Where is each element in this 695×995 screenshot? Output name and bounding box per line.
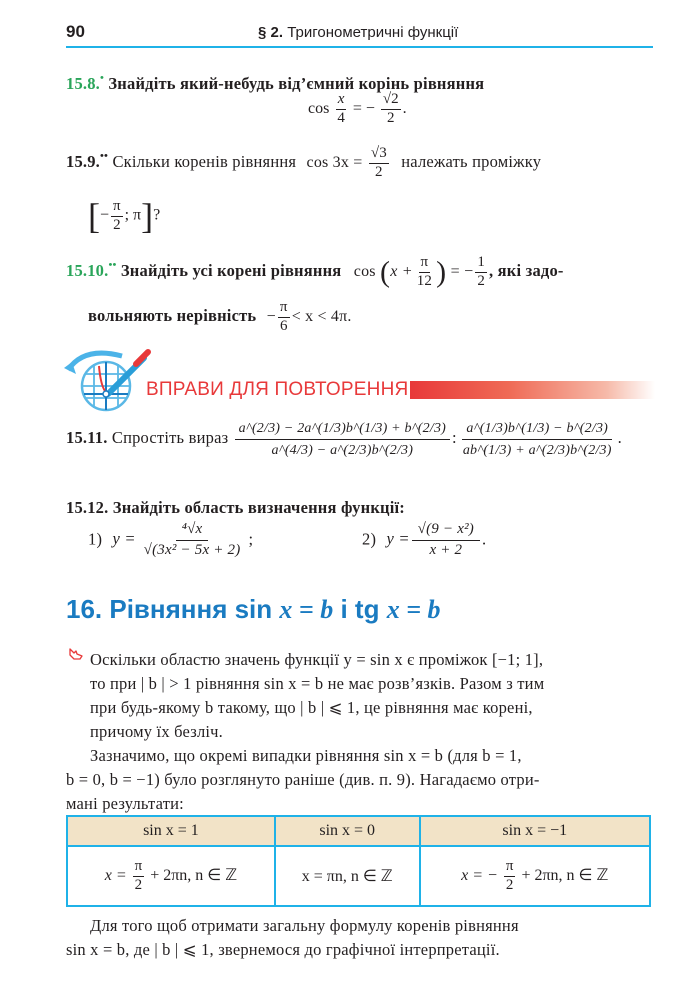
exercise-15-12-item-2 bbox=[362, 520, 486, 559]
denominator: 2 bbox=[477, 272, 486, 289]
paragraph-line: Оскільки областю значень функції y = sin x є проміжок [−1; 1], bbox=[90, 650, 544, 669]
denominator: 2 bbox=[375, 163, 383, 180]
item-label: 2) bbox=[362, 529, 377, 549]
formula-part: ; bbox=[248, 529, 254, 549]
fraction bbox=[278, 300, 290, 335]
numerator: π bbox=[111, 199, 123, 217]
formula-part: < x < 4π. bbox=[291, 308, 352, 326]
section-title-text: 16. Рівняння sin bbox=[66, 594, 273, 624]
formula-part: y = bbox=[112, 529, 136, 549]
table-header-row bbox=[67, 816, 650, 846]
table-header-cell: sin x = 0 bbox=[275, 816, 420, 846]
paragraph-3 bbox=[66, 914, 652, 962]
exercise-number: 15.11. bbox=[66, 428, 108, 448]
paren-left: ( bbox=[380, 255, 391, 289]
exercise-text: Знайдіть який-небудь від’ємний корінь рівняння bbox=[108, 74, 485, 93]
formula-part: cos 3x = bbox=[306, 154, 363, 172]
paragraph-line: Зазначимо, що окремі випадки рівняння sin x = b (для b = 1, bbox=[90, 746, 522, 765]
fraction bbox=[335, 92, 347, 127]
numerator: x bbox=[336, 92, 347, 110]
table-cell bbox=[67, 846, 275, 906]
denominator: 2 bbox=[386, 109, 395, 126]
section-title-math: x = b bbox=[279, 595, 334, 624]
formula-part: x + bbox=[390, 263, 413, 281]
numerator: π bbox=[278, 300, 290, 318]
formula-part: + 2πn, n ∈ ℤ bbox=[150, 866, 238, 884]
section-title bbox=[66, 594, 441, 625]
exercise-15-8 bbox=[66, 68, 484, 94]
exercise-number: 15.12. bbox=[66, 498, 109, 517]
exercise-text: Спростіть вираз bbox=[111, 428, 229, 448]
exercise-15-10-line2 bbox=[88, 300, 352, 335]
exercise-text: вольняють нерівність bbox=[88, 306, 257, 326]
paragraph-1 bbox=[90, 648, 650, 744]
table-header-cell: sin x = 1 bbox=[67, 816, 275, 846]
difficulty-marker: • bbox=[100, 72, 105, 84]
formula-part: x = πn, n ∈ ℤ bbox=[301, 868, 393, 885]
formula-part: x = − bbox=[461, 866, 498, 884]
paragraph-line: Для того щоб отримати загальну формулу коренів рівняння bbox=[90, 916, 519, 935]
review-section-title: ВПРАВИ ДЛЯ ПОВТОРЕННЯ bbox=[146, 379, 409, 400]
denominator: ab^(1/3) + a^(2/3)b^(2/3) bbox=[462, 442, 612, 458]
page-number: 90 bbox=[66, 22, 85, 41]
paragraph-line: sin x = b, де | b | ⩽ 1, звернемося до графічної інтерпретації. bbox=[66, 940, 500, 959]
fraction bbox=[369, 146, 389, 181]
section-label: § 2. bbox=[258, 24, 284, 41]
numerator: √3 bbox=[369, 146, 389, 164]
table-row bbox=[67, 846, 650, 906]
denominator: 6 bbox=[279, 317, 288, 334]
running-head bbox=[258, 24, 458, 41]
header-rule bbox=[66, 46, 653, 48]
numerator: π bbox=[419, 255, 431, 273]
exercise-number: 15.8. bbox=[66, 74, 100, 93]
paragraph-line: то при | b | > 1 рівняння sin x = b не має розв’язків. Разом з тим bbox=[90, 674, 545, 693]
bracket-right: ] bbox=[141, 196, 154, 236]
fraction bbox=[415, 255, 434, 290]
item-label: 1) bbox=[88, 529, 103, 549]
fraction bbox=[138, 520, 247, 559]
formula-part: . bbox=[402, 99, 407, 117]
formula-part: − bbox=[266, 308, 276, 326]
exercise-number: 15.9. bbox=[66, 152, 100, 172]
paragraph-line: мані результати: bbox=[66, 794, 184, 813]
fraction bbox=[133, 859, 145, 894]
formula-part: = − bbox=[450, 263, 474, 281]
exercise-text: Скільки коренів рівняння bbox=[112, 152, 297, 172]
paragraph-line: b = 0, b = −1) було розглянуто раніше (див. п. 9). Нагадаємо отри- bbox=[66, 770, 540, 789]
exercise-text: Знайдіть усі корені рівняння bbox=[120, 261, 342, 281]
formula-part: . bbox=[481, 529, 487, 549]
table-header-cell: sin x = −1 bbox=[420, 816, 650, 846]
numerator: 1 bbox=[475, 255, 487, 273]
fraction bbox=[111, 199, 123, 234]
exercise-15-10 bbox=[66, 255, 656, 290]
exercise-text: Знайдіть область визначення функції: bbox=[112, 498, 405, 517]
formula-part: cos bbox=[308, 99, 330, 117]
section-title-header: Тригонометричні функції bbox=[287, 24, 459, 41]
exercise-15-11 bbox=[66, 418, 622, 458]
formula-part: : bbox=[452, 428, 457, 448]
formula-part: x = bbox=[104, 866, 127, 884]
formula-part: = − bbox=[352, 99, 375, 117]
exercise-number: 15.10. bbox=[66, 261, 109, 281]
section-title-math: x = b bbox=[386, 595, 441, 624]
table-cell bbox=[275, 846, 420, 906]
exercise-15-12 bbox=[66, 498, 405, 518]
paragraph-2 bbox=[66, 744, 652, 816]
fraction bbox=[475, 255, 487, 290]
fraction bbox=[412, 520, 480, 559]
exercise-15-12-item-1 bbox=[88, 520, 253, 559]
paren-right: ) bbox=[436, 255, 447, 289]
section-title-text: і tg bbox=[340, 594, 380, 624]
exercise-text: належать проміжку bbox=[401, 152, 542, 172]
fraction bbox=[459, 418, 616, 458]
difficulty-marker: •• bbox=[100, 150, 109, 163]
denominator: a^(4/3) − a^(2/3)b^(2/3) bbox=[271, 442, 414, 458]
numerator: ⁴√x bbox=[176, 520, 209, 541]
bracket-left: [ bbox=[88, 196, 100, 236]
difficulty-marker: •• bbox=[108, 259, 117, 272]
hand-pointer-icon bbox=[68, 647, 84, 663]
formula-part: + 2πn, n ∈ ℤ bbox=[521, 866, 609, 884]
denominator: 12 bbox=[416, 272, 433, 289]
interval-15-9 bbox=[88, 195, 160, 237]
denominator: 2 bbox=[134, 876, 143, 893]
numerator: a^(1/3)b^(1/3) − b^(2/3) bbox=[462, 418, 612, 440]
numerator: π bbox=[133, 859, 145, 877]
paragraph-line: причому їх безліч. bbox=[90, 722, 223, 741]
denominator: x + 2 bbox=[429, 541, 463, 558]
paragraph-line: при будь-якому b такому, що | b | ⩽ 1, це рівняння має корені, bbox=[90, 698, 533, 717]
numerator: √(9 − x²) bbox=[412, 520, 480, 541]
fraction bbox=[504, 859, 516, 894]
formula-15-8 bbox=[308, 92, 407, 127]
numerator: √2 bbox=[381, 92, 401, 110]
formula-part: . bbox=[617, 428, 622, 448]
denominator: 2 bbox=[113, 216, 121, 233]
denominator: 4 bbox=[337, 109, 345, 126]
table-cell bbox=[420, 846, 650, 906]
formula-part: − bbox=[100, 206, 110, 224]
exercise-15-9 bbox=[66, 146, 656, 181]
formula-part: y = bbox=[386, 529, 410, 549]
formula-part: ? bbox=[153, 206, 161, 224]
denominator: √(3x² − 5x + 2) bbox=[143, 541, 241, 558]
numerator: π bbox=[504, 859, 516, 877]
numerator: a^(2/3) − 2a^(1/3)b^(1/3) + b^(2/3) bbox=[235, 418, 450, 440]
results-table bbox=[66, 815, 651, 907]
formula-part: cos bbox=[353, 263, 376, 281]
fraction bbox=[381, 92, 401, 127]
exercise-text: , які задо- bbox=[489, 261, 564, 281]
review-title-bar bbox=[410, 381, 655, 399]
formula-part: ; π bbox=[124, 206, 142, 224]
denominator: 2 bbox=[505, 876, 514, 893]
fraction bbox=[235, 418, 450, 458]
